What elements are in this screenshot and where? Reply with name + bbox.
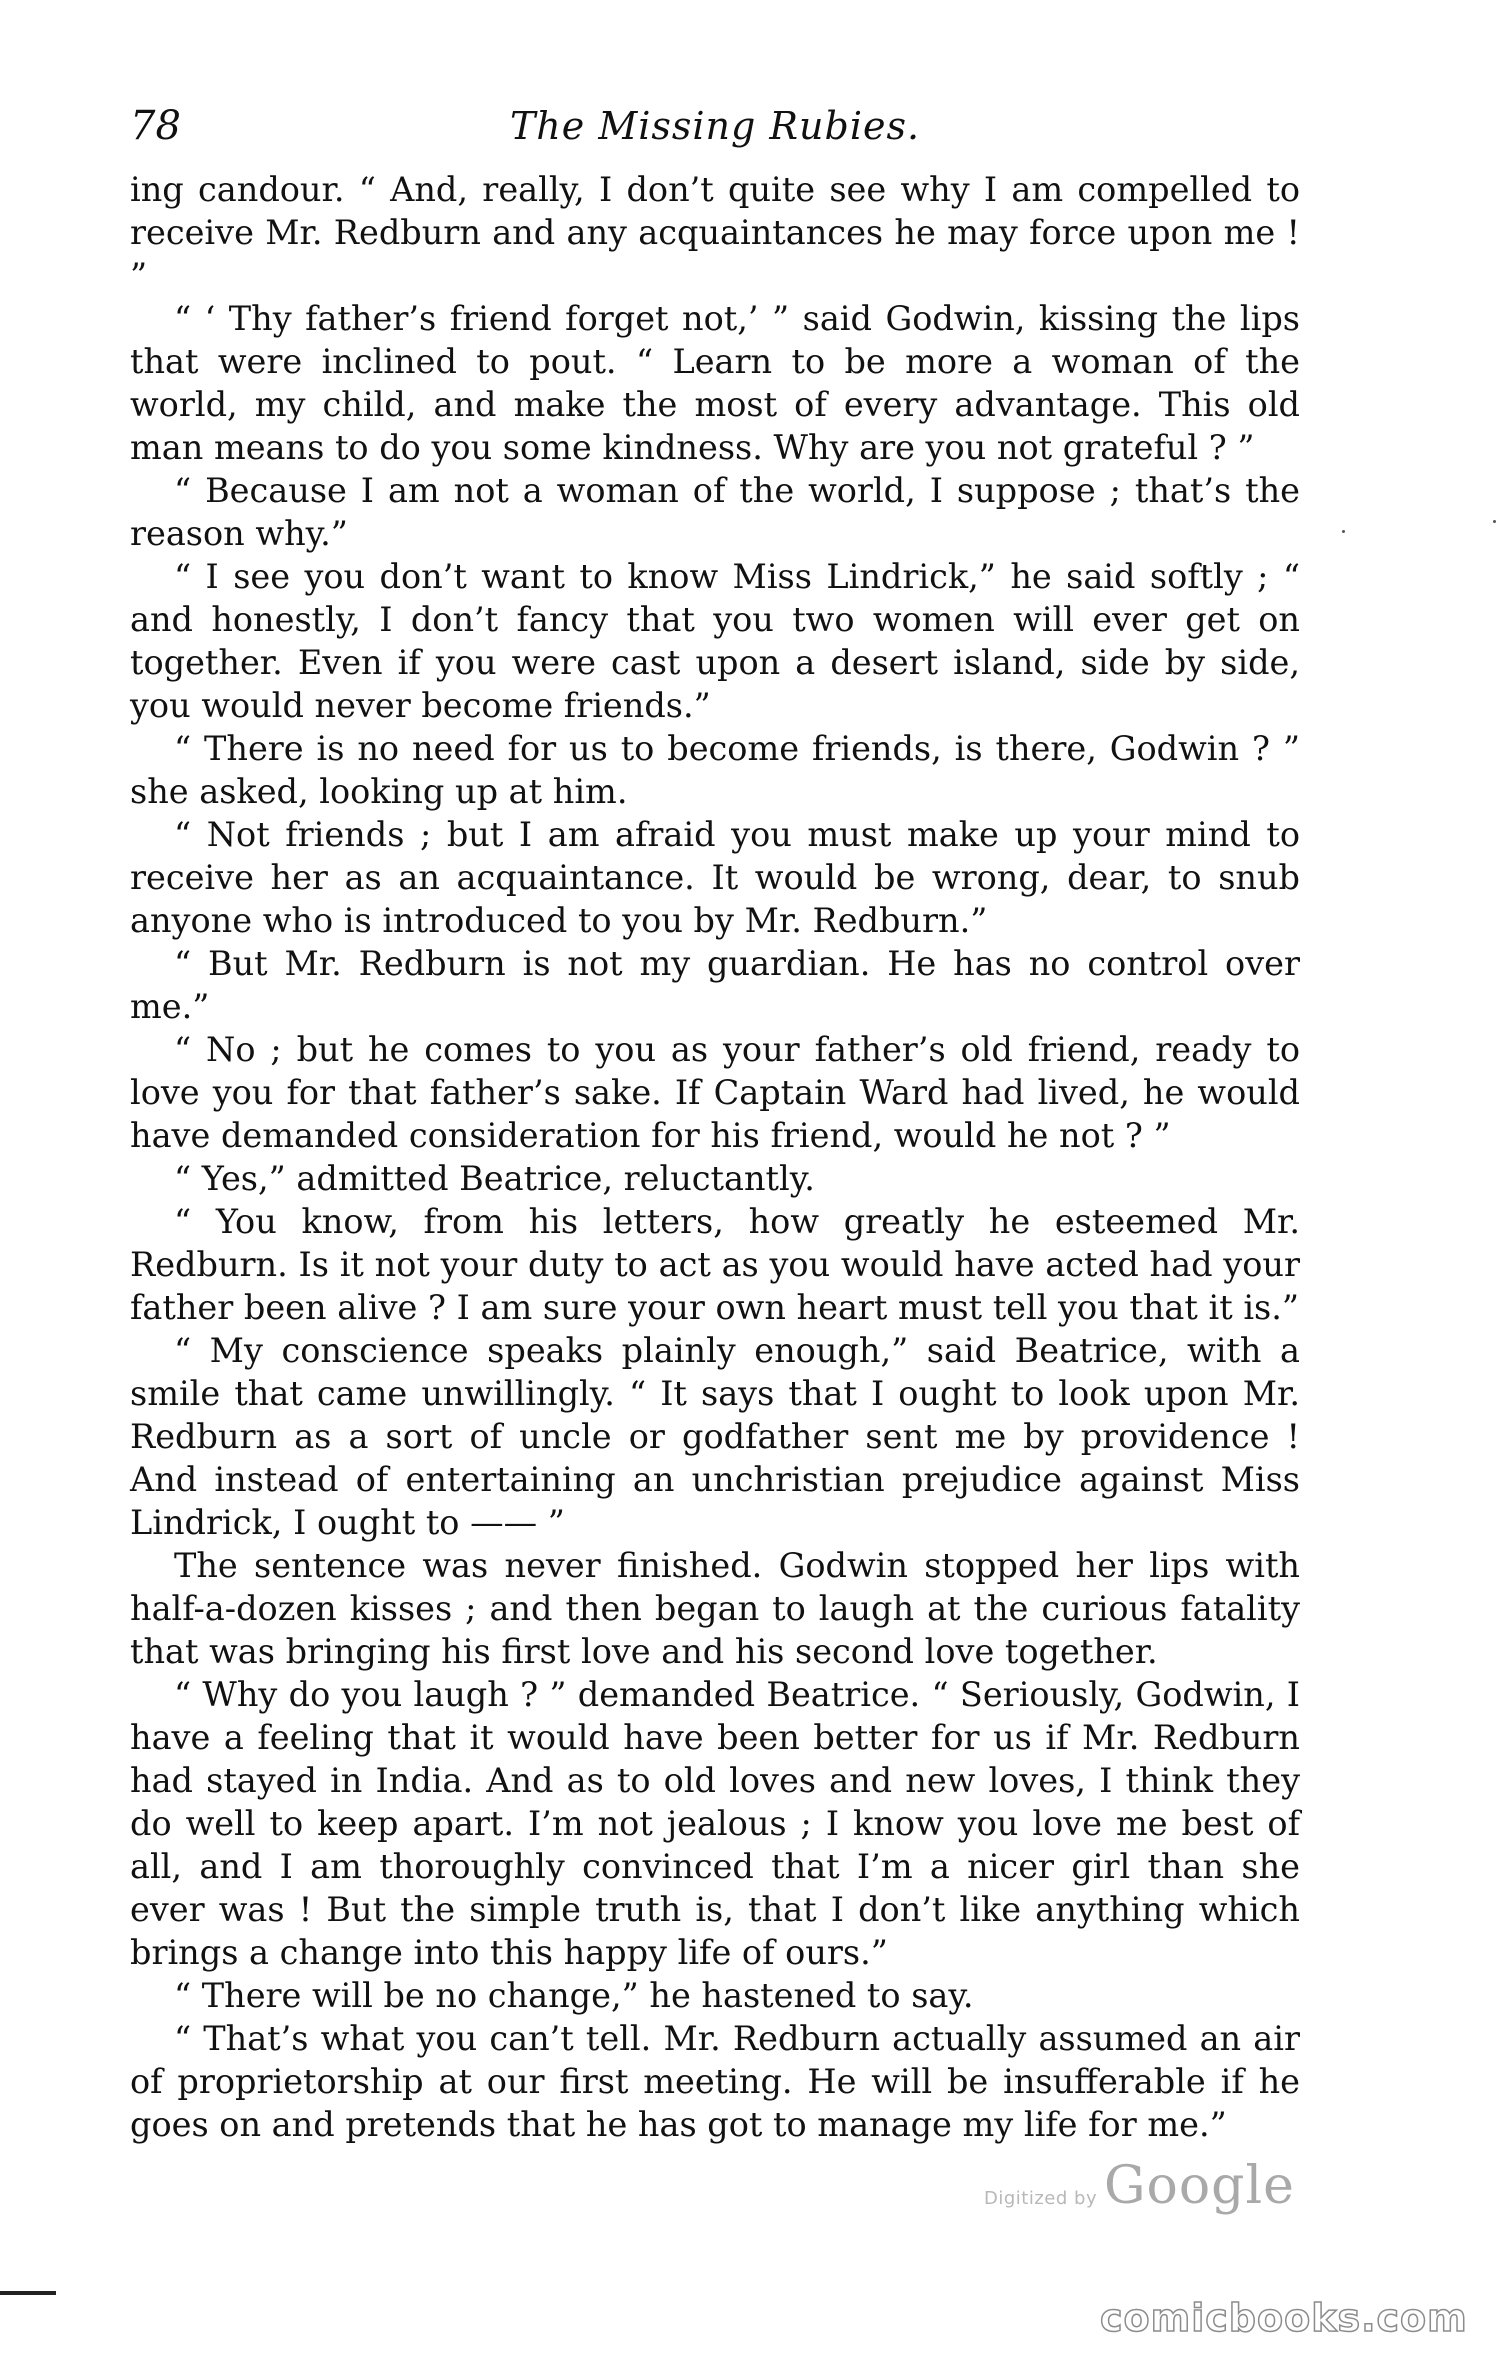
paragraph: “ Why do you laugh ? ” demanded Beatrice. “ Seriously, Godwin, I have a feeling that it would have been better for us if Mr. Redburn had stayed in India. And as to old loves and new loves, I think they do well to keep apart. I’m not jealous ; I know you love me best of all, and I am thoroughly convinced that I’m a nicer girl than she ever was ! But the simple truth is, that I don’t like anything which brings a change into this happy life of ours.” bbox=[130, 1675, 1300, 1972]
paragraph: “ Yes,” admitted Beatrice, reluctantly. bbox=[174, 1159, 815, 1198]
paragraph: “ I see you don’t want to know Miss Lindrick,” he said softly ; “ and honestly, I don’t fancy that you two women will ever get on together. Even if you were cast upon a desert island, side by side, you would never become friends.” bbox=[130, 557, 1300, 725]
page-header bbox=[130, 96, 1300, 156]
paragraph: “ Not friends ; but I am afraid you must make up your mind to receive her as an acquaintance. It would be wrong, dear, to snub anyone who is introduced to you by Mr. Redburn.” bbox=[130, 815, 1300, 940]
paragraph: “ There is no need for us to become friends, is there, Godwin ? ” she asked, looking up at him. bbox=[130, 729, 1300, 811]
paragraph: “ Because I am not a woman of the world, I suppose ; that’s the reason why.” bbox=[130, 471, 1300, 553]
paragraph: “ You know, from his letters, how greatly he esteemed Mr. Redburn. Is it not your duty to act as you would have acted had your father been alive ? I am sure your own heart must tell you that it is.” bbox=[130, 1202, 1300, 1327]
site-watermark: comicbooks.com bbox=[1100, 2296, 1468, 2340]
paragraph: “ But Mr. Redburn is not my guardian. He has no control over me.” bbox=[130, 944, 1300, 1026]
scan-speck bbox=[1493, 520, 1496, 523]
paragraph: “ ‘ Thy father’s friend forget not,’ ” said Godwin, kissing the lips that were inclined to pout. “ Learn to be more a woman of the world, my child, and make the most of every advantage. This old man means to do you some kindness. Why are you not grateful ? ” bbox=[130, 299, 1300, 467]
paragraph: ing candour. “ And, really, I don’t quite see why I am compelled to receive Mr. Redburn and any acquaintances he may force upon me ! ” bbox=[130, 170, 1300, 295]
page-number: 78 bbox=[130, 103, 181, 149]
paragraph: “ That’s what you can’t tell. Mr. Redburn actually assumed an air of proprietorship at our first meeting. He will be insufferable if he goes on and pretends that he has got to manage my life for me.” bbox=[130, 2019, 1300, 2144]
paragraph: “ No ; but he comes to you as your father’s old friend, ready to love you for that father’s sake. If Captain Ward had lived, he would have demanded consideration for his friend, would he not ? ” bbox=[130, 1030, 1300, 1155]
scan-speck bbox=[1342, 530, 1345, 533]
paragraph: “ There will be no change,” he hastened to say. bbox=[174, 1976, 974, 2015]
margin-rule bbox=[0, 2291, 56, 2295]
google-logo: Google bbox=[1104, 2156, 1295, 2216]
body-text bbox=[130, 168, 1300, 2146]
digitized-by-google-mark bbox=[984, 2156, 1314, 2226]
paragraph: “ My conscience speaks plainly enough,” said Beatrice, with a smile that came unwillingly. “ It says that I ought to look upon Mr. Redburn as a sort of uncle or godfather sent me by providence ! And instead of entertaining an unchristian prejudice against Miss Lindrick, I ought to —— ” bbox=[130, 1331, 1300, 1542]
paragraph: The sentence was never finished. Godwin stopped her lips with half-a-dozen kisses ; and then began to laugh at the curious fatality that was bringing his first love and his second love together. bbox=[130, 1546, 1300, 1671]
digitized-label: Digitized by bbox=[984, 2188, 1098, 2209]
running-title: The Missing Rubies. bbox=[509, 104, 921, 148]
